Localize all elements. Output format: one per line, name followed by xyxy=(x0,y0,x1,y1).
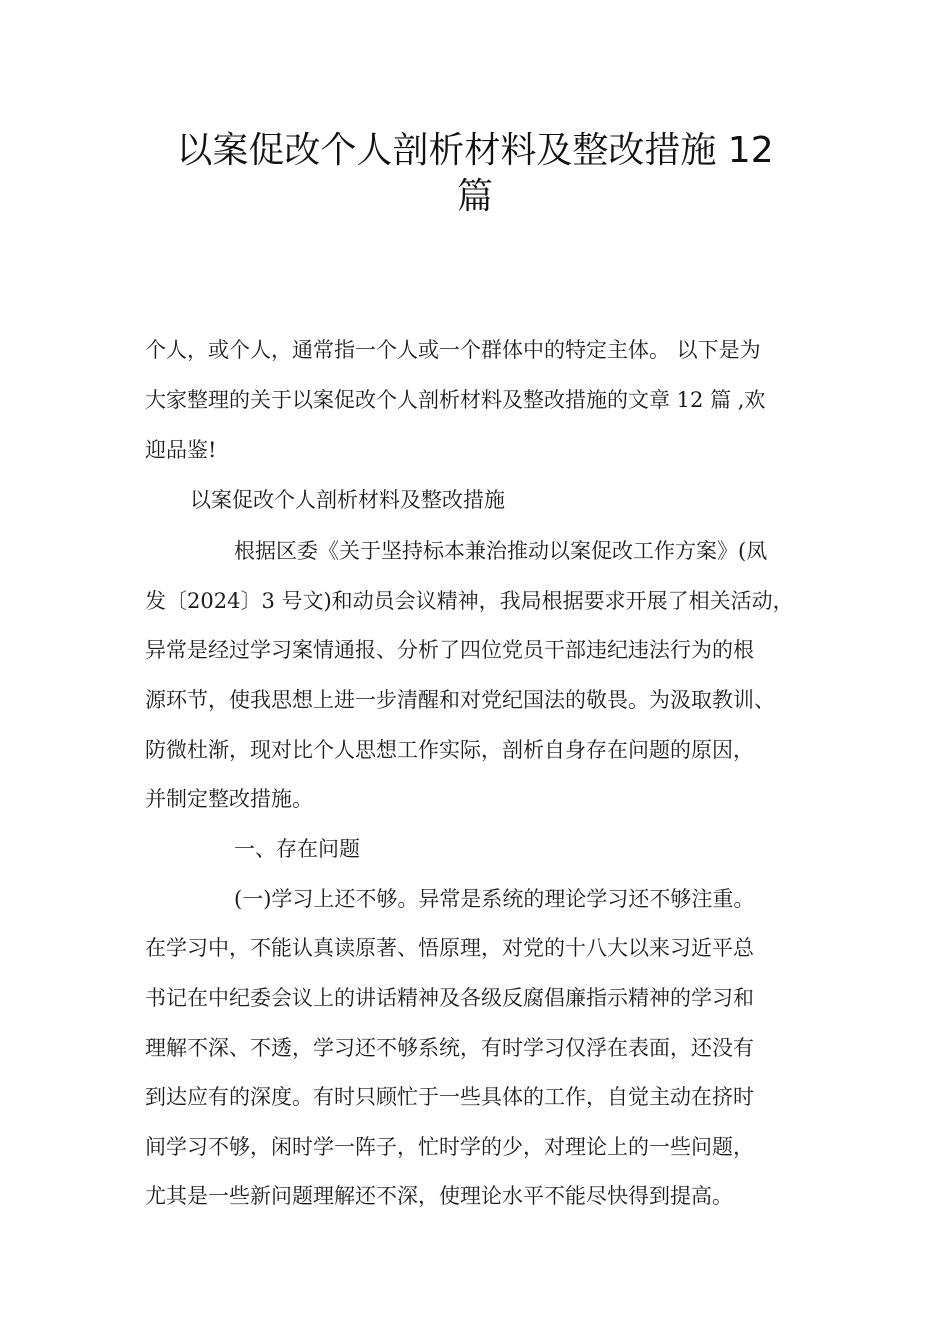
paragraph-line: 理解不深、不透，学习还不够系统，有时学习仅浮在表面，还没有 xyxy=(145,1036,754,1060)
paragraph-line: 到达应有的深度。有时只顾忙于一些具体的工作，自觉主动在挤时 xyxy=(145,1085,754,1109)
paragraph-line: 并制定整改措施。 xyxy=(145,787,313,811)
paragraph-line: 源环节，使我思想上进一步清醒和对党纪国法的敬畏。为汲取教训、 xyxy=(145,688,775,712)
title-line: 以案促改个人剖析材料及整改措施 12 xyxy=(176,130,774,171)
paragraph-line: 间学习不够，闲时学一阵子，忙时学的少，对理论上的一些问题， xyxy=(145,1135,754,1159)
paragraph-line: 书记在中纪委会议上的讲话精神及各级反腐倡廉指示精神的学习和 xyxy=(145,986,754,1010)
document-title xyxy=(100,128,850,220)
paragraph-line: (一)学习上还不够。异常是系统的理论学习还不够注重。 xyxy=(234,887,755,911)
paragraph-line: 发〔2024〕3 号文)和动员会议精神，我局根据要求开展了相关活动， xyxy=(145,589,794,613)
intro-line: 迎品鉴! xyxy=(145,438,217,462)
subheading: 一、存在问题 xyxy=(234,837,360,861)
title-line: 篇 xyxy=(456,176,493,217)
paragraph-line: 防微杜渐，现对比个人思想工作实际，剖析自身存在问题的原因， xyxy=(145,738,754,762)
paragraph-line: 异常是经过学习案情通报、分析了四位党员干部违纪违法行为的根 xyxy=(145,638,754,662)
intro-line: 个人，或个人，通常指一个人或一个群体中的特定主体。 以下是为 xyxy=(145,338,761,362)
paragraph-line: 根据区委《关于坚持标本兼治推动以案促改工作方案》(凤 xyxy=(234,539,768,563)
intro-line: 大家整理的关于以案促改个人剖析材料及整改措施的文章 12 篇 ,欢 xyxy=(145,388,766,412)
paragraph-line: 在学习中，不能认真读原著、悟原理，对党的十八大以来习近平总 xyxy=(145,936,754,960)
paragraph-line: 尤其是一些新问题理解还不深，使理论水平不能尽快得到提高。 xyxy=(145,1184,733,1208)
section-heading: 以案促改个人剖析材料及整改措施 xyxy=(190,488,505,512)
